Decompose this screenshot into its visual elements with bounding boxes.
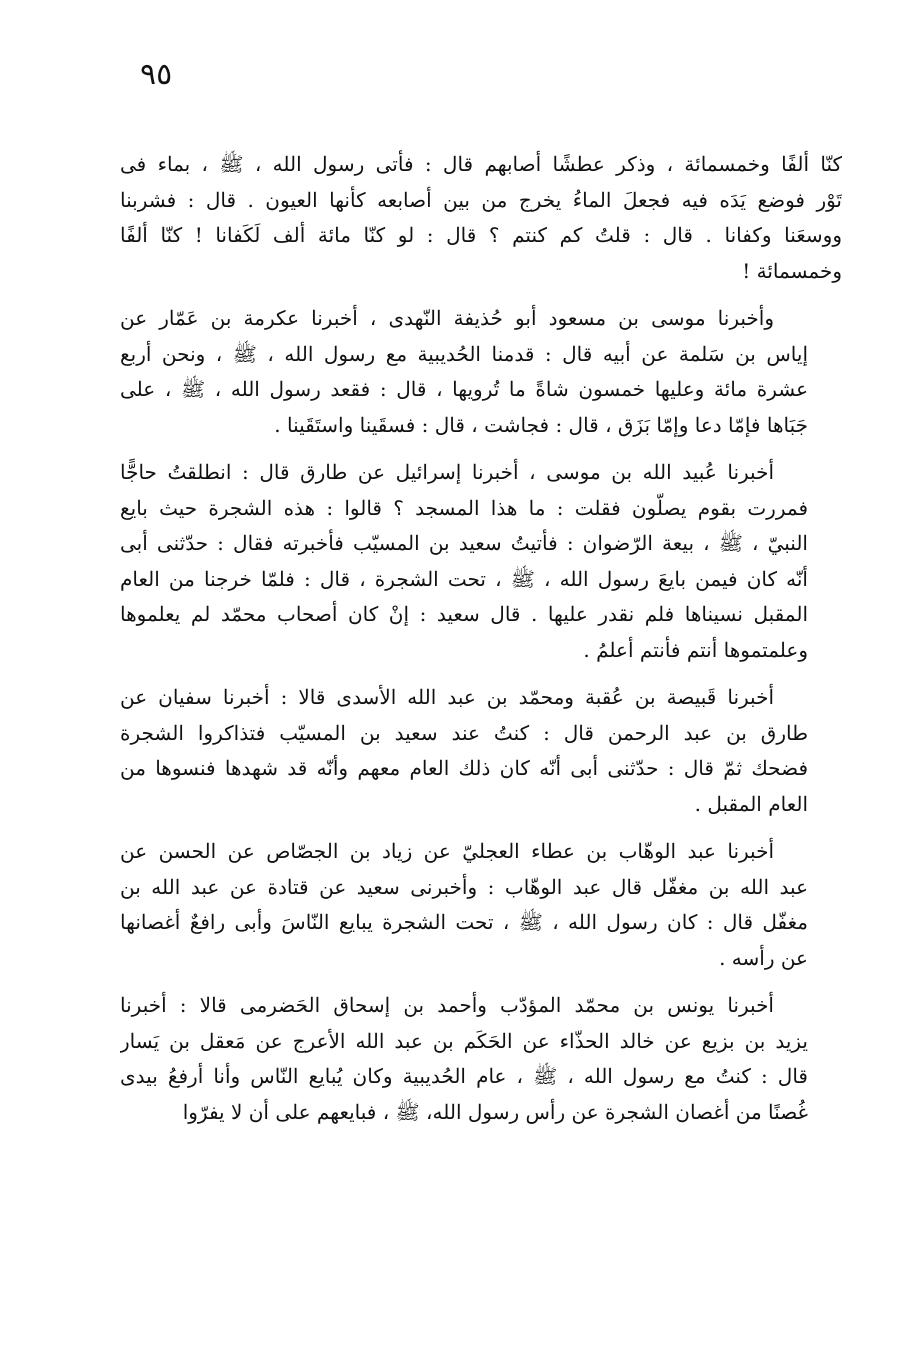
text-line: وأخبرنا موسى بن مسعود أبو حُذيفة النّهدى ، أخبرنا عكرمة بن عَمّار عن (120, 306, 774, 330)
text-line: وخمسمائة ! (742, 258, 842, 283)
text-line: ووسعَنا وكفانا . قال : قلتُ كم كنتم ؟ قال : لو كنّا مائة ألف لَكَفانا ! كنّا ألفًا (120, 223, 842, 247)
text-line: تَوْر فوضع يَدَه فيه فجعلَ الماءُ يخرج من بين أصابعه كأنها العيون . قال : فشربنا (120, 187, 842, 212)
text-line: عن رأسه . (719, 945, 808, 970)
text-line: أخبرنا قَبيصة بن عُقبة ومحمّد بن عبد الله الأسدى قالا : أخبرنا سفيان عن (120, 685, 775, 709)
text-line: إياس بن سَلمة عن أبيه قال : قدمنا الحُديبية مع رسول الله ، ﷺ ، ونحن أربع (120, 341, 808, 366)
paragraph (120, 834, 842, 976)
text-line: أنّه كان فيمن بايعَ رسول الله ، ﷺ ، تحت الشجرة ، قال : فلمّا خرجنا من العام (120, 566, 808, 591)
text-line: غُصنًا من أغصان الشجرة عن رأس رسول الله، ﷺ ، فبايعهم على أن لا يفرّوا (182, 1099, 808, 1124)
text-line: عشرة مائة وعليها خمسون شاةً ما تُرويها ، قال : فقعد رسول الله ، ﷺ ، على (120, 377, 808, 401)
page-number: ٩٥ (140, 57, 173, 92)
body-text (120, 147, 842, 1142)
text-line: فمررت بقوم يصلّون فقلت : ما هذا المسجد ؟ قالوا : هذه الشجرة حيث بايع (120, 495, 808, 520)
text-line: طارق بن عبد الرحمن قال : كنتُ عند سعيد بن المسيّب فتذاكروا الشجرة (120, 720, 808, 745)
text-line: فضحك ثمّ قال : حدّثنى أبى أنّه كان ذلك العام معهم وأنّه قد شهدها فنسوها من (120, 756, 809, 780)
text-line: قال : كنتُ مع رسول الله ، ﷺ ، عام الحُديبية وكان يُبايع النّاس وأنا أرفعُ بيدى (120, 1064, 808, 1088)
paragraph (120, 147, 842, 289)
text-line: وعلمتموها أنتم فأنتم أعلمُ . (583, 637, 808, 662)
text-line: أخبرنا يونس بن محمّد المؤدّب وأحمد بن إسحاق الحَضرمى قالا : أخبرنا (120, 993, 774, 1017)
text-line: عبد الله بن مغفّل قال عبد الوهّاب : وأخبرنى سعيد عن قتادة عن عبد الله بن (120, 874, 808, 899)
text-line: العام المقبل . (694, 791, 808, 816)
text-line: كنّا ألفًا وخمسمائة ، وذكر عطشًا أصابهم قال : فأتى رسول الله ، ﷺ ، بماء فى (120, 152, 842, 176)
text-line: مغفّل قال : كان رسول الله ، ﷺ ، تحت الشجرة يبايع النّاسَ وأبى رافعٌ أغصانها (120, 910, 808, 934)
text-line: النبيّ ، ﷺ ، بيعة الرّضوان : فأتيتُ سعيد بن المسيّب فأخبرته فقال : حدّثنى أبى (120, 531, 808, 555)
text-line: جَبَاها فإمّا دعا وإمّا بَزَق ، قال : فجاشت ، قال : فسقَينا واستَقَينا . (274, 412, 808, 437)
text-line: أخبرنا عبد الوهّاب بن عطاء العجليّ عن زياد بن الجصّاص عن الحسن عن (120, 839, 774, 863)
text-line: أخبرنا عُبيد الله بن موسى ، أخبرنا إسرائيل عن طارق قال : انطلقتُ حاجًّا (120, 460, 774, 484)
paragraph (120, 455, 842, 668)
paragraph (120, 680, 842, 822)
text-line: يزيد بن بزيع عن خالد الحذّاء عن الحَكَم بن عبد الله الأعرج عن مَعقل بن يَسار (120, 1028, 808, 1053)
text-line: المقبل نسيناها فلم نقدر عليها . قال سعيد : إنْ كان أصحاب محمّد لم يعلموها (120, 602, 808, 626)
paragraph (120, 988, 842, 1130)
paragraph (120, 301, 842, 443)
